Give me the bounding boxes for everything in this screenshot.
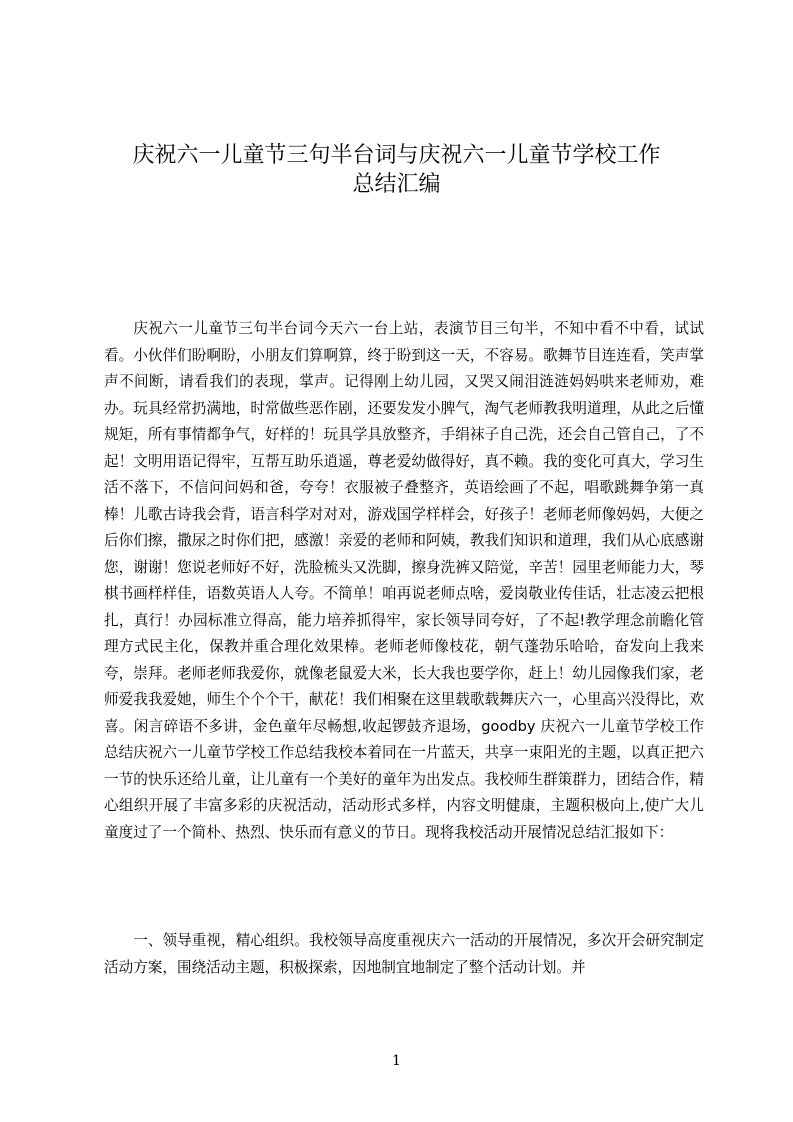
body-paragraph-2: 一、领导重视，精心组织。我校领导高度重视庆六一活动的开展情况，多次开会研究制定活动方案，围绕活动主题，积极探索，因地制宜地制定了整个活动计划。并 [104, 932, 704, 976]
title-line-2: 总结汇编 [352, 172, 441, 197]
document-title [60, 141, 733, 199]
page-number: 1 [392, 1053, 401, 1069]
body-paragraph-1: 庆祝六一儿童节三句半台词今天六一台上站，表演节目三句半，不知中看不中看，试试看。小伙伴们盼啊盼，小朋友们算啊算，终于盼到这一天，不容易。歌舞节目连连看，笑声掌声不间断，请看我们的表现，掌声。记得刚上幼儿园，又哭又闹泪涟涟妈妈哄来老师劝，难办。玩具经常扔满地，时常做些恶作剧，还要发发小脾气，淘气老师教我明道理，从此之后懂规矩，所有事情都争气，好样的！玩具学具放整齐，手绢袜子自己洗，还会自己管自己，了不起！文明用语记得牢，互帮互助乐逍遥，尊老爱幼做得好，真不赖。我的变化可真大，学习生活不落下，不信问问妈和爸，夸夸！衣服被子叠整齐，英语绘画了不起，唱歌跳舞争第一真棒！儿歌古诗我会背，语言科学对对对，游戏国学样样会，好孩子！老师老师像妈妈，大便之后你们擦，撒尿之时你们把，感激！亲爱的老师和阿姨，教我们知识和道理，我们从心底感谢您，谢谢！您说老师好不好，洗脸梳头又洗脚，擦身洗裤又陪觉，辛苦！园里老师能力大，琴棋书画样样佳，语数英语人人夸。不简单！咱再说老师点啥，爱岗敬业传佳话，壮志凌云把根扎，真行！办园标准立得高，能力培养抓得牢，家长领导同夸好，了不起!教学理念前瞻化管理方式民主化，保教并重合理化效果棒。老师老师像枝花，朝气蓬勃乐哈哈，奋发向上我来夸，崇拜。老师老师我爱你，就像老鼠爱大米，长大我也要学你，赶上！幼儿园像我们家，老师爱我我爱她，师生个个个干，献花！我们相聚在这里载歌载舞庆六一，心里高兴没得比，欢喜。闲言碎语不多讲，金色童年尽畅想,收起锣鼓齐退场，goodby 庆祝六一儿童节学校工作总结庆祝六一儿童节学校工作总结我校本着同在一片蓝天，共享一束阳光的主题，以真正把六一节的快乐还给儿童，让儿童有一个美好的童年为出发点。我校师生群策群力，团结合作，精心组织开展了丰富多彩的庆祝活动，活动形式多样，内容文明健康，主题积极向上,使广大儿童度过了一个简朴、热烈、快乐而有意义的节日。现将我校活动开展情况总结汇报如下： [104, 320, 704, 841]
title-line-1: 庆祝六一儿童节三句半台词与庆祝六一儿童节学校工作 [132, 143, 661, 168]
